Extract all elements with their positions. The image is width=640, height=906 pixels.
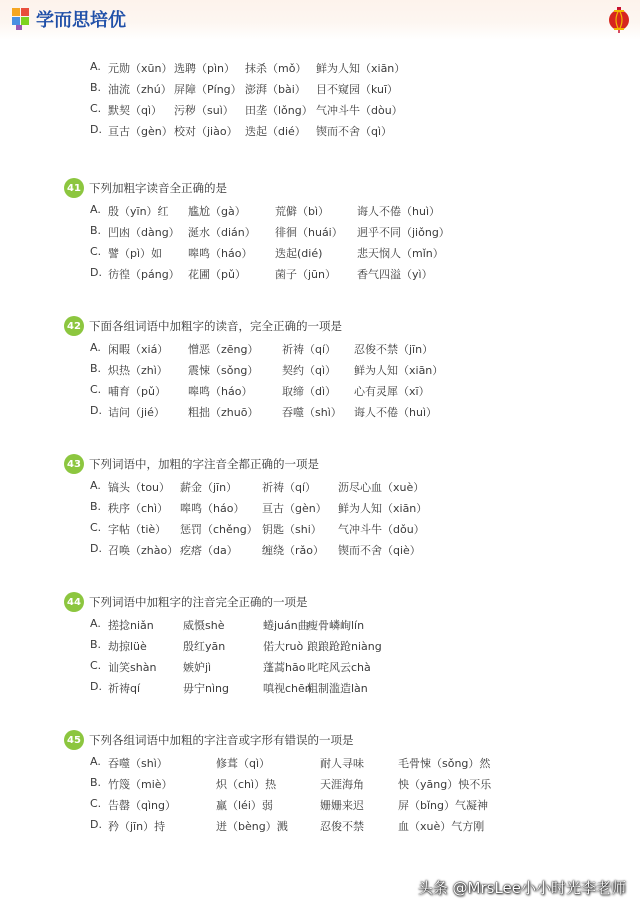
option-letter: B. — [90, 500, 102, 513]
option-letter: A. — [90, 60, 101, 73]
option-letter: A. — [90, 341, 101, 354]
option-word: 瘦骨嶙峋lín — [307, 619, 365, 632]
option-word: 锲而不舍（qì） — [316, 125, 393, 138]
option-word: 彷徨（páng） — [108, 268, 180, 281]
option-word: 字帖（tiè） — [108, 523, 167, 536]
question-stem: 下列词语中，加粗的字注音全都正确的一项是 — [89, 457, 319, 471]
option-word: 踉踉跄跄niàng — [307, 640, 382, 653]
option-word: 香气四溢（yì） — [357, 268, 433, 281]
option-row[interactable] — [90, 479, 610, 496]
option-letter: B. — [90, 638, 102, 651]
option-row[interactable] — [90, 224, 610, 241]
option-letter: A. — [90, 203, 101, 216]
brand-logo — [12, 5, 126, 33]
question-number-badge: 41 — [64, 178, 84, 198]
option-word: 气冲斗牛（dǒu） — [338, 523, 425, 536]
option-word: 屏（bǐng）气凝神 — [398, 799, 488, 812]
option-word: 矜（jīn）持 — [108, 820, 166, 833]
page-header — [0, 0, 640, 40]
option-word: 血（xuè）气方刚 — [398, 820, 485, 833]
option-letter: B. — [90, 224, 102, 237]
option-letter: D. — [90, 123, 102, 136]
option-word: 鲜为人知（xiān） — [316, 62, 406, 75]
option-word: 诲人不倦（huì） — [354, 406, 437, 419]
question-stem: 下列加粗字读音全正确的是 — [89, 181, 227, 195]
option-letter: A. — [90, 755, 101, 768]
question-number-badge: 45 — [64, 730, 84, 750]
option-letter: A. — [90, 617, 101, 630]
option-letter: C. — [90, 659, 102, 672]
option-word: 屏障（Píng） — [174, 83, 242, 96]
lantern-icon — [608, 7, 630, 33]
option-word: 毛骨悚（sǒng）然 — [398, 757, 491, 770]
option-letter: C. — [90, 245, 102, 258]
option-word: 粗拙（zhuō） — [188, 406, 259, 419]
option-word: 召唤（zhào） — [108, 544, 179, 557]
option-word: 迥乎不同（jiǒng） — [357, 226, 450, 239]
option-word: 譬（pì）如 — [108, 247, 163, 260]
option-word: 天涯海角 — [320, 778, 364, 791]
option-word: 偌大ruò — [263, 640, 304, 653]
option-word: 叱咤风云chà — [307, 661, 371, 674]
option-word: 迭起（dié） — [245, 125, 306, 138]
option-word: 缠绕（rǎo） — [262, 544, 324, 557]
option-row[interactable] — [90, 60, 610, 77]
option-word: 气冲斗牛（dòu） — [316, 104, 403, 117]
option-word: 诘问（jié） — [108, 406, 165, 419]
option-word: 取缔（dì） — [282, 385, 337, 398]
option-word: 迸（bèng）溅 — [216, 820, 288, 833]
question-stem: 下面各组词语中加粗字的读音，完全正确的一项是 — [89, 319, 342, 333]
option-word: 菌子（jūn） — [275, 268, 336, 281]
option-word: 忍俊不禁 — [320, 820, 364, 833]
option-letter: D. — [90, 266, 102, 279]
option-word: 油流（zhú） — [108, 83, 172, 96]
option-word: 镐头（tou） — [108, 481, 171, 494]
option-word: 选聘（pìn） — [174, 62, 236, 75]
question-number-badge: 42 — [64, 316, 84, 336]
option-word: 亘古（gèn） — [108, 125, 173, 138]
option-word: 田垄（lǒng） — [245, 104, 313, 117]
option-word: 污秽（suì） — [174, 104, 234, 117]
option-word: 嗥鸣（háo） — [188, 385, 253, 398]
option-letter: B. — [90, 362, 102, 375]
option-row[interactable] — [90, 542, 610, 559]
option-row[interactable] — [90, 362, 610, 379]
option-word: 震悚（sǒng） — [188, 364, 259, 377]
option-word: 花圃（pǔ） — [188, 268, 246, 281]
option-row[interactable] — [90, 659, 610, 676]
option-word: 嫉妒jì — [183, 661, 212, 674]
option-word: 忍俊不禁（jīn） — [354, 343, 434, 356]
question-stem: 下列各组词语中加粗的字注音或字形有错误的一项是 — [89, 733, 354, 747]
option-word: 尴尬（gà） — [188, 205, 246, 218]
option-word: 耐人寻味 — [320, 757, 364, 770]
question-heading — [64, 178, 227, 198]
option-word: 元勋（xūn） — [108, 62, 173, 75]
logo-mark-icon — [12, 8, 32, 30]
option-row[interactable] — [90, 266, 610, 283]
option-letter: D. — [90, 542, 102, 555]
option-word: 威慑shè — [183, 619, 225, 632]
option-word: 搓捻niǎn — [108, 619, 154, 632]
question-number-badge: 44 — [64, 592, 84, 612]
option-word: 粗制滥造làn — [307, 682, 368, 695]
question-stem: 下列词语中加粗字的注音完全正确的一项是 — [89, 595, 308, 609]
option-word: 亘古（gèn） — [262, 502, 327, 515]
option-word: 嗥鸣（háo） — [188, 247, 253, 260]
option-word: 祈祷qí — [108, 682, 141, 695]
option-word: 校对（jiào） — [174, 125, 238, 138]
option-row[interactable] — [90, 404, 610, 421]
option-word: 炽（chì）热 — [216, 778, 277, 791]
option-row[interactable] — [90, 341, 610, 358]
option-letter: C. — [90, 521, 102, 534]
option-row[interactable] — [90, 797, 610, 814]
option-word: 荒僻（bì） — [275, 205, 330, 218]
option-word: 澎湃（bài） — [245, 83, 306, 96]
option-letter: D. — [90, 818, 102, 831]
option-row[interactable] — [90, 521, 610, 538]
option-row[interactable] — [90, 818, 610, 835]
option-word: 薪金（jīn） — [180, 481, 238, 494]
option-word: 闲暇（xiá） — [108, 343, 169, 356]
option-word: 怏（yāng）怏不乐 — [398, 778, 492, 791]
option-row[interactable] — [90, 755, 610, 772]
option-word: 秩序（chì） — [108, 502, 169, 515]
option-word: 嗥鸣（háo） — [180, 502, 245, 515]
option-row[interactable] — [90, 203, 610, 220]
option-row[interactable] — [90, 776, 610, 793]
option-word: 惩罚（chěng） — [180, 523, 258, 536]
option-word: 修葺（qì） — [216, 757, 271, 770]
option-word: 迭起(dié) — [275, 247, 323, 260]
option-word: 告罄（qìng） — [108, 799, 176, 812]
option-letter: C. — [90, 102, 102, 115]
option-word: 沥尽心血（xuè） — [338, 481, 425, 494]
option-word: 炽热（zhì） — [108, 364, 168, 377]
option-word: 殷红yān — [183, 640, 226, 653]
option-row[interactable] — [90, 500, 610, 517]
option-letter: D. — [90, 680, 102, 693]
option-word: 蓬蒿hāo — [263, 661, 306, 674]
option-row[interactable] — [90, 680, 610, 697]
option-word: 钥匙（shi） — [262, 523, 322, 536]
watermark-text: 头条 @MrsLee小小时光李老师 — [417, 879, 626, 897]
option-word: 抹杀（mǒ） — [245, 62, 307, 75]
option-word: 憎恶（zēng） — [188, 343, 259, 356]
option-row[interactable] — [90, 81, 610, 98]
option-letter: C. — [90, 383, 102, 396]
option-word: 徘徊（huái） — [275, 226, 343, 239]
option-letter: D. — [90, 404, 102, 417]
question-heading — [64, 316, 342, 336]
option-row[interactable] — [90, 245, 610, 262]
option-row[interactable] — [90, 102, 610, 119]
option-row[interactable] — [90, 123, 610, 140]
question-heading — [64, 454, 319, 474]
option-word: 目不窥园（kuī） — [316, 83, 399, 96]
option-letter: A. — [90, 479, 101, 492]
option-word: 疙瘩（da） — [180, 544, 238, 557]
option-letter: C. — [90, 797, 102, 810]
option-word: 劫掠lüè — [108, 640, 147, 653]
option-word: 悲天悯人（mǐn） — [357, 247, 444, 260]
option-word: 讪笑shàn — [108, 661, 157, 674]
option-word: 哺育（pǔ） — [108, 385, 166, 398]
option-word: 鲜为人知（xiān） — [354, 364, 444, 377]
option-word: 蜷juán曲 — [263, 619, 309, 632]
logo-text: 学而思培优 — [36, 10, 126, 31]
option-word: 凹凼（dàng） — [108, 226, 180, 239]
question-heading — [64, 730, 354, 750]
option-word: 嗔视chēn — [263, 682, 312, 695]
option-word: 吞噬（shì） — [282, 406, 342, 419]
option-word: 诲人不倦（huì） — [357, 205, 440, 218]
option-word: 竹篾（miè） — [108, 778, 173, 791]
option-word: 锲而不舍（qiè） — [338, 544, 421, 557]
question-heading — [64, 592, 308, 612]
option-row[interactable] — [90, 617, 610, 634]
option-word: 殷（yīn）红 — [108, 205, 169, 218]
option-word: 契约（qì） — [282, 364, 337, 377]
option-word: 心有灵犀（xī） — [354, 385, 430, 398]
option-word: 吞噬（shì） — [108, 757, 168, 770]
option-word: 默契（qì） — [108, 104, 163, 117]
option-row[interactable] — [90, 383, 610, 400]
question-number-badge: 43 — [64, 454, 84, 474]
option-word: 祈祷（qí） — [282, 343, 337, 356]
option-letter: B. — [90, 776, 102, 789]
option-word: 鲜为人知（xiān） — [338, 502, 428, 515]
option-word: 毋宁nìng — [183, 682, 229, 695]
option-word: 涎水（dián） — [188, 226, 256, 239]
option-word: 姗姗来迟 — [320, 799, 364, 812]
option-row[interactable] — [90, 638, 610, 655]
option-word: 羸（léi）弱 — [216, 799, 273, 812]
option-letter: B. — [90, 81, 102, 94]
option-word: 祈祷（qí） — [262, 481, 317, 494]
